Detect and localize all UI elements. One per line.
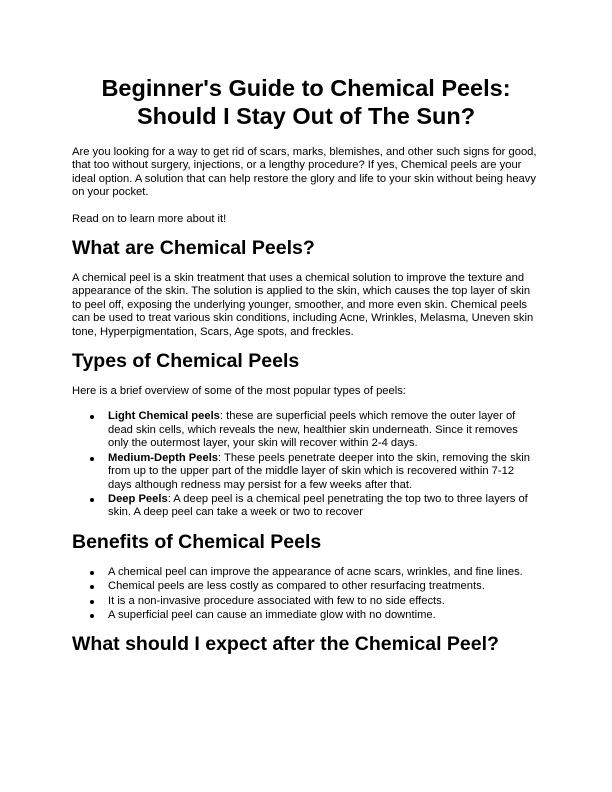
list-item — [72, 595, 540, 608]
list-item — [72, 609, 540, 622]
benefit-text: Chemical peels are less costly as compared to other resurfacing treatments. — [108, 580, 485, 593]
bullet-dot-icon — [90, 600, 94, 604]
list-item — [72, 452, 540, 492]
heading-types-of-chemical-peels: Types of Chemical Peels — [72, 350, 300, 373]
bullet-dot-icon — [90, 498, 94, 502]
list-item — [72, 493, 540, 520]
document-title — [72, 74, 540, 130]
bullet-dot-icon — [90, 457, 94, 461]
bullet-dot-icon — [90, 415, 94, 419]
heading-what-are-chemical-peels: What are Chemical Peels? — [72, 237, 315, 260]
peel-type-description: : A deep peel is a chemical peel penetrating the top two to three layers of skin. A deep peel can take a week or two to recover — [108, 492, 528, 519]
what-paragraph: A chemical peel is a skin treatment that uses a chemical solution to improve the texture and appearance of the skin. The solution is applied to the skin, which causes the top layer of skin to peel off, exposing the underlying younger, smoother, and more even skin. Chemical peels can be used to treat various skin conditions, including Acne, Wrinkles, Melasma, Uneven skin tone, Hyperpigmentation, Scars, Age spots, and freckles. — [72, 272, 534, 338]
peel-type-description: : these are superficial peels which remove the outer layer of dead skin cells, which reveals the new, healthier skin underneath. Since it removes only the outermost layer, your skin will recover within 2-4 days. — [108, 410, 518, 450]
peel-type-term: Medium-Depth Peels — [108, 451, 219, 464]
peel-type-term: Light Chemical peels — [108, 410, 220, 423]
bullet-dot-icon — [90, 571, 94, 575]
bullet-dot-icon — [90, 614, 94, 618]
heading-benefits-of-chemical-peels: Benefits of Chemical Peels — [72, 530, 322, 553]
types-list — [72, 410, 540, 519]
title-line-1: Beginner's Guide to Chemical Peels: — [101, 75, 511, 101]
intro-paragraph: Are you looking for a way to get rid of scars, marks, blemishes, and other such signs for good, that too without surgery, injections, or a lengthy procedure? If yes, Chemical peels are your ideal option. A solution that can help restore the glory and life to your skin without being heavy on your pocket. — [72, 146, 537, 199]
read-on-paragraph: Read on to learn more about it! — [72, 212, 227, 225]
bullet-dot-icon — [90, 585, 94, 589]
peel-type-description: : These peels penetrate deeper into the skin, removing the skin from up to the upper part of the middle layer of skin which is recovered within 7-12 days although redness may persist for a few weeks after that. — [108, 451, 531, 491]
list-item — [72, 410, 540, 450]
benefit-text: A chemical peel can improve the appearance of acne scars, wrinkles, and fine lines. — [108, 565, 523, 578]
title-line-2: Should I Stay Out of The Sun? — [136, 103, 476, 129]
benefit-text: It is a non-invasive procedure associated with few to no side effects. — [108, 594, 445, 607]
types-intro-paragraph: Here is a brief overview of some of the most popular types of peels: — [72, 385, 406, 398]
heading-what-to-expect: What should I expect after the Chemical Peel? — [72, 633, 499, 656]
list-item — [72, 566, 540, 579]
list-item — [72, 580, 540, 593]
benefit-text: A superficial peel can cause an immediate glow with no downtime. — [108, 608, 436, 621]
benefits-list — [72, 566, 540, 623]
peel-type-term: Deep Peels — [108, 492, 168, 505]
document-page — [72, 74, 540, 656]
